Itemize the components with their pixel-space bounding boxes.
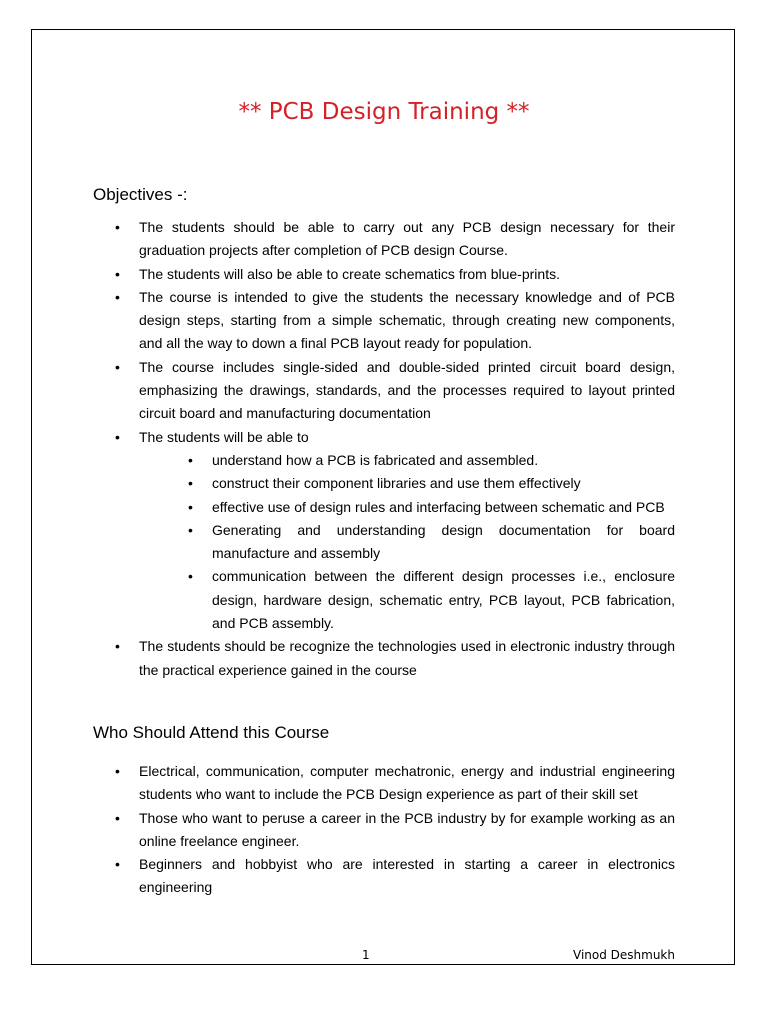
document-title: ** PCB Design Training **	[238, 99, 530, 125]
sub-list-item: • Generating and understanding design documentation for board manufacture and assembly	[212, 519, 675, 566]
objectives-heading: Objectives -:	[93, 185, 188, 204]
list-item	[139, 426, 675, 636]
objectives-sublist	[212, 449, 675, 635]
list-item: • The students should be able to carry out any PCB design necessary for their graduation projects after completion of PCB design Course.	[139, 216, 675, 263]
list-item: • Those who want to peruse a career in the PCB industry by for example working as an online freelance engineer.	[139, 807, 675, 854]
list-item-text: The students will be able to	[139, 428, 309, 445]
sub-list-item: • understand how a PCB is fabricated and assembled.	[212, 449, 675, 472]
footer-author: Vinod Deshmukh	[573, 948, 675, 962]
sub-list-item: • communication between the different design processes i.e., enclosure design, hardware design, schematic entry, PCB layout, PCB fabrication, and PCB assembly.	[212, 565, 675, 635]
list-item: • The students will also be able to create schematics from blue-prints.	[139, 263, 675, 286]
list-item: • The course is intended to give the students the necessary knowledge and of PCB design steps, starting from a simple schematic, through creating new components, and all the way to down a final PCB layout ready for population.	[139, 286, 675, 356]
sub-list-item: • effective use of design rules and interfacing between schematic and PCB	[212, 496, 675, 519]
attendees-list	[139, 760, 675, 900]
sub-list-item: • construct their component libraries and use them effectively	[212, 472, 675, 495]
list-item: • Beginners and hobbyist who are interested in starting a career in electronics engineering	[139, 853, 675, 900]
objectives-list	[139, 216, 675, 682]
list-item: • The course includes single-sided and double-sided printed circuit board design, emphasizing the drawings, standards, and the processes required to layout printed circuit board and manufacturing documentation	[139, 356, 675, 426]
attendees-heading: Who Should Attend this Course	[93, 723, 330, 742]
list-item: • The students should be recognize the technologies used in electronic industry through the practical experience gained in the course	[139, 635, 675, 682]
page-number: 1	[362, 948, 370, 962]
list-item: • Electrical, communication, computer mechatronic, energy and industrial engineering students who want to include the PCB Design experience as part of their skill set	[139, 760, 675, 807]
